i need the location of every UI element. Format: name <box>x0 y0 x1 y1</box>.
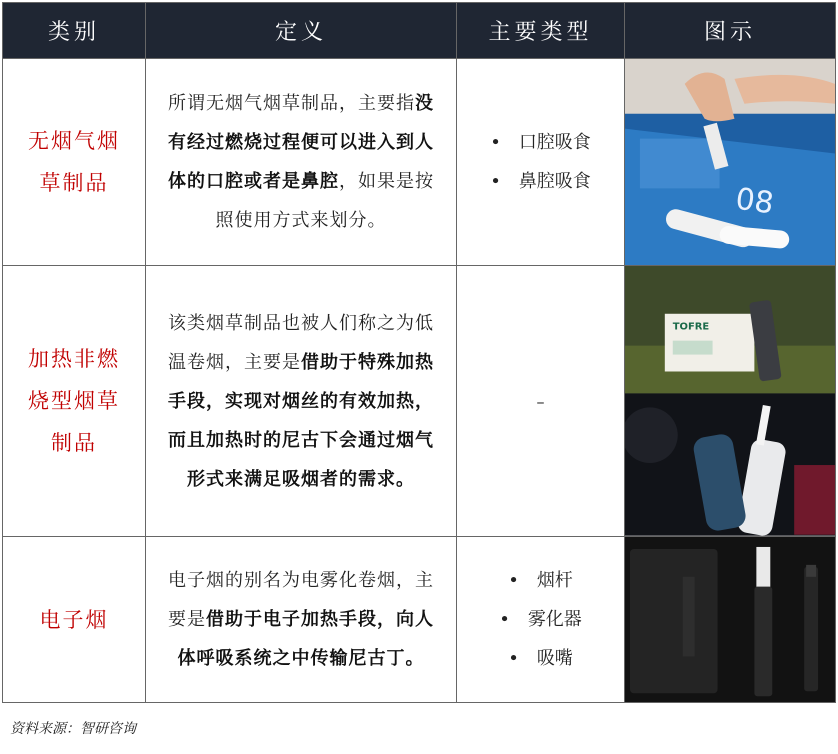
category-label: 无烟气烟草制品 <box>28 129 120 195</box>
types-list <box>457 123 624 201</box>
header-category: 类别 <box>3 3 146 59</box>
e-cigarette-photo <box>625 537 835 702</box>
definition-cell <box>146 537 457 703</box>
types-list <box>457 561 624 678</box>
category-label: 电子烟 <box>39 607 109 632</box>
definition-normal: 电子烟的别名为电雾化卷烟，主要是 <box>168 570 434 630</box>
illustration-cell <box>625 266 836 537</box>
category-cell <box>3 59 146 266</box>
table-row <box>3 537 836 703</box>
table-row <box>3 59 836 266</box>
types-dash: – <box>536 391 545 411</box>
types-cell <box>457 59 625 266</box>
definition-normal: 所谓无烟气烟草制品，主要指 <box>168 93 415 114</box>
definition-text <box>160 561 442 678</box>
types-cell <box>457 537 625 703</box>
definition-bold: 借助于特殊加热手段，实现对烟丝的有效加热，而且加热时的尼古下会通过烟气形式来满足吸烟者的需求。 <box>168 351 434 490</box>
definition-normal: ，如果是按照使用方式来划分。 <box>215 171 434 231</box>
category-label: 加热非燃烧型烟草制品 <box>28 347 120 455</box>
list-item: • 鼻腔吸食 <box>490 171 591 192</box>
list-item: • 雾化器 <box>499 609 582 630</box>
definition-bold: 借助于电子加热手段，向人体呼吸系统之中传输尼古丁。 <box>177 609 434 669</box>
definition-normal: 该类烟草制品也被人们称之为低温卷烟，主要是 <box>168 312 434 373</box>
type-label: 吸嘴 <box>536 648 573 669</box>
definition-bold: 没有经过燃烧过程便可以进入到人体的口腔或者是鼻腔 <box>168 93 434 192</box>
type-label: 雾化器 <box>527 609 582 630</box>
product-brand-label: TOFRE <box>672 321 710 333</box>
heat-not-burn-devices-photo <box>625 266 835 536</box>
header-illustration: 图示 <box>625 3 836 59</box>
source-note: 资料来源：智研咨询 <box>10 721 136 737</box>
svg-text:08: 08 <box>733 181 776 222</box>
type-label: 口腔吸食 <box>518 132 591 153</box>
header-definition: 定义 <box>146 3 457 59</box>
device-on-map-photo <box>625 59 835 265</box>
category-cell <box>3 266 146 537</box>
list-item: • 口腔吸食 <box>490 132 591 153</box>
header-row <box>3 3 836 59</box>
category-cell <box>3 537 146 703</box>
definition-text <box>160 84 442 240</box>
table-row <box>3 266 836 537</box>
list-item: • 吸嘴 <box>508 648 573 669</box>
illustration-cell <box>625 59 836 266</box>
definition-cell <box>146 266 457 537</box>
comparison-table <box>2 2 836 703</box>
types-cell <box>457 266 625 537</box>
type-label: 烟杆 <box>536 570 573 591</box>
definition-text <box>160 304 442 499</box>
type-label: 鼻腔吸食 <box>518 171 591 192</box>
illustration-cell <box>625 537 836 703</box>
definition-cell <box>146 59 457 266</box>
header-types: 主要类型 <box>457 3 625 59</box>
list-item: • 烟杆 <box>508 570 573 591</box>
